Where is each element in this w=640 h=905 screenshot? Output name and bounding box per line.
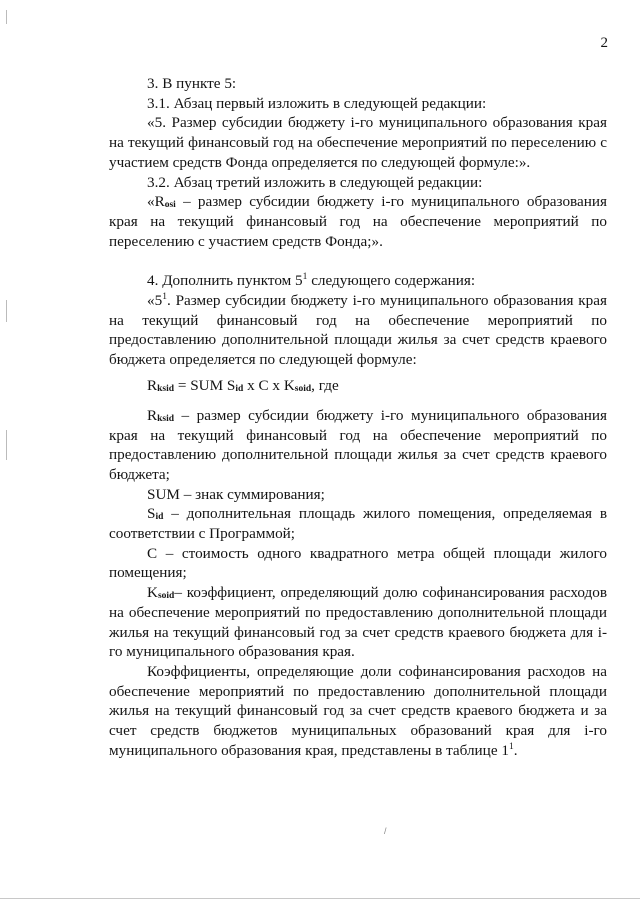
quote-2-text: – размер субсидии бюджету i-го муниципального образования края на текущий финансовый год на обеспечение мероприятий по переселению с участием средств Фонда;». xyxy=(109,193,607,250)
section-3-1: 3.1. Абзац первый изложить в следующей редакции: xyxy=(147,94,487,112)
closing-text: Коэффициенты, определяющие доли софинансирования расходов на обеспечение мероприятий по предоставлению дополнительной площади жилья на текущий финансовый год за счет средств краевого бюджета и за счет средств бюджетов муниципальных образований края для i-го муниципального образования края, представлены в таблице 1 xyxy=(109,662,607,759)
def-r-subscript: ksid xyxy=(157,413,175,424)
definition-k xyxy=(109,583,607,662)
formula-s-sub: id xyxy=(235,383,244,394)
def-k-text: – коэффициент, определяющий долю софинансирования расходов на обеспечение мероприятий по предоставлению дополнительной площади жилья на текущий финансовый год за счет средств краевого бюджета для i-го муниципального образования края. xyxy=(109,584,607,661)
page-number: 2 xyxy=(600,35,608,51)
definition-c: С – стоимость одного квадратного метра общей площади жилого помещения; xyxy=(109,544,607,582)
closing-text-tail: . xyxy=(513,741,518,759)
stray-scan-mark: / xyxy=(384,826,387,836)
section-3-2-quote xyxy=(109,192,607,251)
section-4-heading xyxy=(109,271,607,291)
formula-r-sub: ksid xyxy=(157,383,175,394)
def-r-text: – размер субсидии бюджету i-го муниципального образования края на текущий финансовый год на обеспечение мероприятий по предоставлению дополнительной площади жилья за счет средств краевого бюджета; xyxy=(109,406,607,483)
formula xyxy=(109,376,607,396)
closing-superscript: 1 xyxy=(508,741,514,752)
symbol-r: «R xyxy=(147,193,165,211)
def-r-symbol: R xyxy=(147,406,158,424)
quote-open: «5 xyxy=(147,292,163,310)
formula-eq: = SUM S xyxy=(174,376,236,394)
paragraph-gap xyxy=(109,251,607,271)
heading-text: 4. Дополнить пунктом 5 xyxy=(147,272,303,290)
def-s-text: – дополнительная площадь жилого помещения, определяемая в соответствии с Программой; xyxy=(109,505,607,543)
section-4-quote xyxy=(109,291,607,370)
heading-superscript: 1 xyxy=(302,272,308,283)
closing-paragraph xyxy=(109,662,607,761)
symbol-r-subscript: osi xyxy=(164,200,176,211)
section-3-heading: 3. В пункте 5: xyxy=(147,75,237,92)
def-s-subscript: id xyxy=(155,512,164,523)
document-body xyxy=(109,74,607,761)
left-margin-scan-marks xyxy=(6,0,10,905)
quote-superscript: 1 xyxy=(162,292,167,303)
formula-k-sub: soid xyxy=(294,383,312,394)
heading-text-tail: следующего содержания: xyxy=(307,272,476,290)
quote-text: . Размер субсидии бюджету i-го муниципального образования края на текущий финансовый год на обеспечение мероприятий по предоставлению дополнительной площади жилья за счет средств краевого бюджета определяется по следующей формуле: xyxy=(109,292,607,369)
definition-r xyxy=(109,406,607,485)
formula-tail: , где xyxy=(311,376,339,394)
def-k-symbol: K xyxy=(147,584,158,602)
formula-r: R xyxy=(147,376,158,394)
formula-mid: x C x K xyxy=(243,376,295,394)
definition-sum: SUM – знак суммирования; xyxy=(147,485,325,503)
def-s-symbol: S xyxy=(147,505,156,523)
definition-s xyxy=(109,504,607,543)
section-3-1-quote: «5. Размер субсидии бюджету i-го муниципального образования края на текущий финансовый год на обеспечение мероприятий по переселению с участием средств Фонда определяется по следующей формуле:». xyxy=(109,114,607,171)
scan-edge-line xyxy=(0,898,640,899)
def-k-subscript: soid xyxy=(157,591,175,602)
section-3-2: 3.2. Абзац третий изложить в следующей редакции: xyxy=(147,173,483,191)
